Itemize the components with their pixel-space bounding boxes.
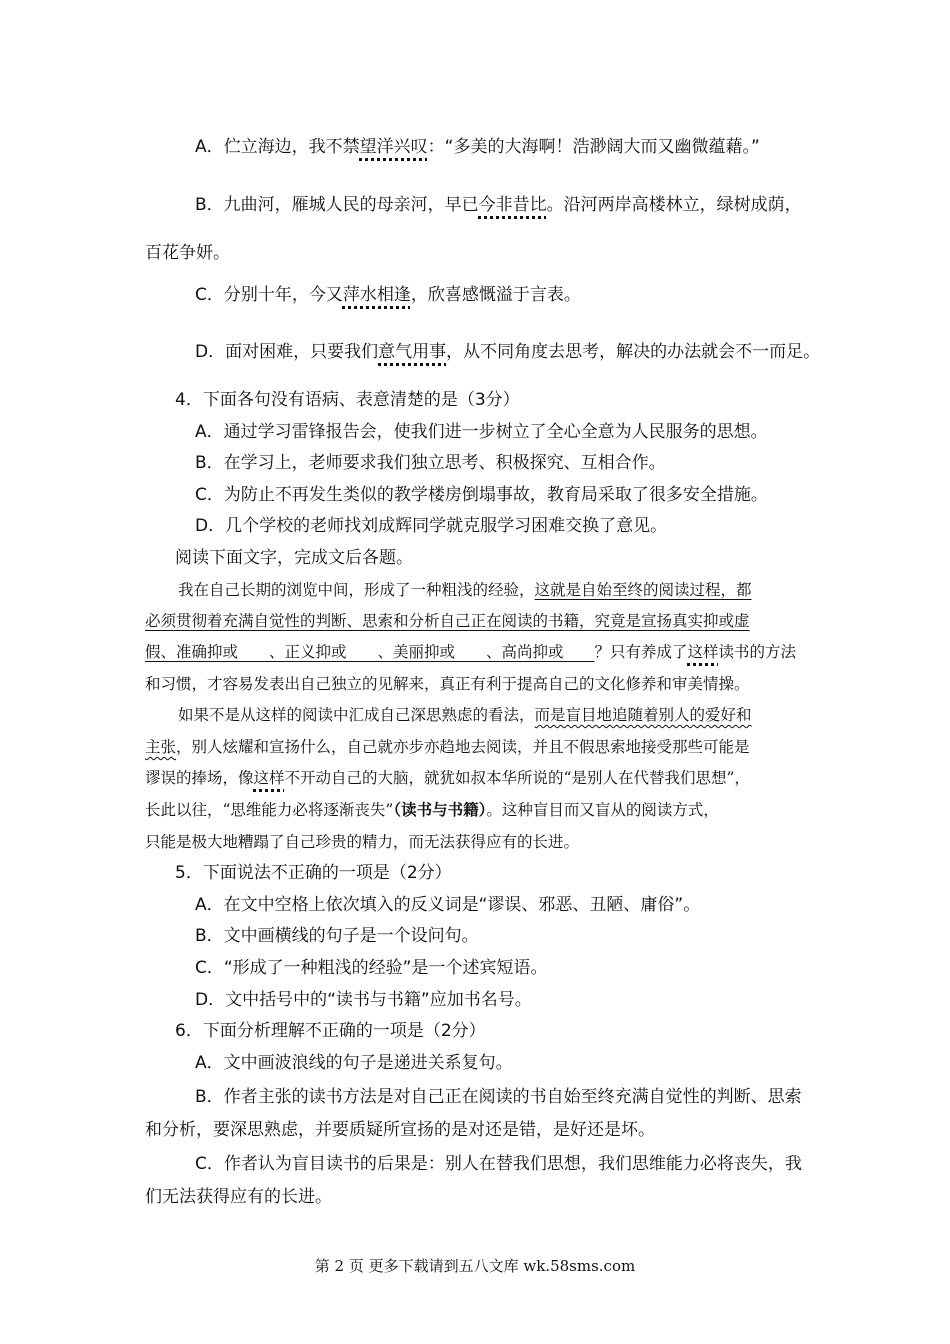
passage-p2-line4: 长此以往，“思维能力必将逐渐丧失”（读书与书籍）。这种盲目而又盲从的阅读方式，	[145, 800, 719, 819]
q4-option-c: C．为防止不再发生类似的教学楼房倒塌事故，教育局采取了很多安全措施。	[195, 485, 768, 505]
passage-p1-line2	[145, 610, 750, 632]
q5-option-d: D．文中括号中的“读书与书籍”应加书名号。	[195, 990, 532, 1010]
q3-d-dotted-idiom: 意气用事	[378, 342, 447, 362]
q3-a-dotted-idiom: 望洋兴叹	[359, 137, 428, 157]
passage-p2-line3: 谬误的捧场，像这样不开动自己的大脑，就犹如叔本华所说的“是别人在代替我们思想”，	[145, 769, 750, 787]
dotted-word: 这样	[253, 769, 285, 787]
q6-option-a: A．文中画波浪线的句子是递进关系复句。	[195, 1053, 513, 1073]
wavy-underlined-sentence: 主张	[145, 738, 177, 756]
q3-c-dotted-idiom: 萍水相逢	[342, 285, 411, 305]
q5-stem: 5．下面说法不正确的一项是（2分）	[175, 863, 452, 883]
q6-option-b-cont: 和分析，要深思熟虑，并要质疑所宣扬的是对还是错，是好还是坏。	[145, 1120, 655, 1140]
dotted-word: 这样	[687, 643, 719, 661]
q6-option-c: C．作者认为盲目读书的后果是：别人在替我们思想，我们思维能力必将丧失，我	[195, 1154, 802, 1174]
page-footer: 第 2 页 更多下载请到五八文库 wk.58sms.com	[314, 1257, 636, 1275]
q4-option-a: A．通过学习雷锋报告会，使我们进一步树立了全心全意为人民服务的思想。	[195, 422, 768, 442]
q5-option-c: C．“形成了一种粗浅的经验”是一个述宾短语。	[195, 958, 548, 978]
underlined-sentence-blanks: 假、准确抑或 、正义抑或 、美丽抑或 、高尚抑或	[145, 643, 595, 661]
q3-option-d: D．面对困难，只要我们意气用事，从不同角度去思考，解决的办法就会不一而足。	[195, 342, 821, 362]
reading-instruction: 阅读下面文字，完成文后各题。	[175, 548, 413, 568]
q5-option-b: B．文中画横线的句子是一个设问句。	[195, 926, 479, 946]
wavy-underlined-sentence: 而是盲目地追随着别人的爱好和	[534, 706, 752, 724]
q4-option-d: D．几个学校的老师找刘成辉同学就克服学习困难交换了意见。	[195, 516, 668, 536]
q3-option-b-cont: 百花争妍。	[145, 243, 230, 263]
q3-option-b: B．九曲河，雁城人民的母亲河，早已今非昔比。沿河两岸高楼林立，绿树成荫，	[195, 195, 802, 215]
passage-p1-line3: 假、准确抑或 、正义抑或 、美丽抑或 、高尚抑或 ？只有养成了这样读书的方法	[145, 643, 797, 661]
q5-option-a: A．在文中空格上依次填入的反义词是“谬误、邪恶、丑陋、庸俗”。	[195, 895, 701, 915]
underlined-sentence: 必须贯彻着充满自觉性的判断、思索和分析自己正在阅读的书籍，究竟是宣扬真实抑或虚	[145, 612, 750, 630]
q6-option-c-cont: 们无法获得应有的长进。	[145, 1187, 332, 1207]
q6-option-b: B．作者主张的读书方法是对自己正在阅读的书自始至终充满自觉性的判断、思索	[195, 1087, 802, 1107]
q6-stem: 6．下面分析理解不正确的一项是（2分）	[175, 1021, 486, 1041]
q4-stem: 4．下面各句没有语病、表意清楚的是（3分）	[175, 390, 520, 410]
passage-p2-line5: 只能是极大地糟蹋了自己珍贵的精力，而无法获得应有的长进。	[145, 833, 580, 851]
passage-p1-line1: 我在自己长期的浏览中间，形成了一种粗浅的经验，这就是自始至终的阅读过程，都	[178, 581, 752, 599]
book-title: （读书与书籍）	[393, 800, 487, 819]
passage-p2-line2: 主张，别人炫耀和宣扬什么，自己就亦步亦趋地去阅读，并且不假思索地接受那些可能是	[145, 738, 750, 756]
passage-p1-line4: 和习惯，才容易发表出自己独立的见解来，真正有利于提高自己的文化修养和审美情操。	[145, 675, 750, 693]
q4-option-b: B．在学习上，老师要求我们独立思考、积极探究、互相合作。	[195, 453, 666, 473]
q3-b-dotted-idiom: 今非昔比	[478, 195, 547, 215]
passage-p2-line1: 如果不是从这样的阅读中汇成自己深思熟虑的看法，而是盲目地追随着别人的爱好和	[178, 706, 752, 724]
q3-option-a: A．伫立海边，我不禁望洋兴叹：“多美的大海啊！浩渺阔大而又幽微蕴藉。”	[195, 137, 760, 157]
underlined-sentence: 这就是自始至终的阅读过程，都	[534, 581, 752, 599]
q3-option-c: C．分别十年，今又萍水相逢，欣喜感慨溢于言表。	[195, 285, 581, 305]
